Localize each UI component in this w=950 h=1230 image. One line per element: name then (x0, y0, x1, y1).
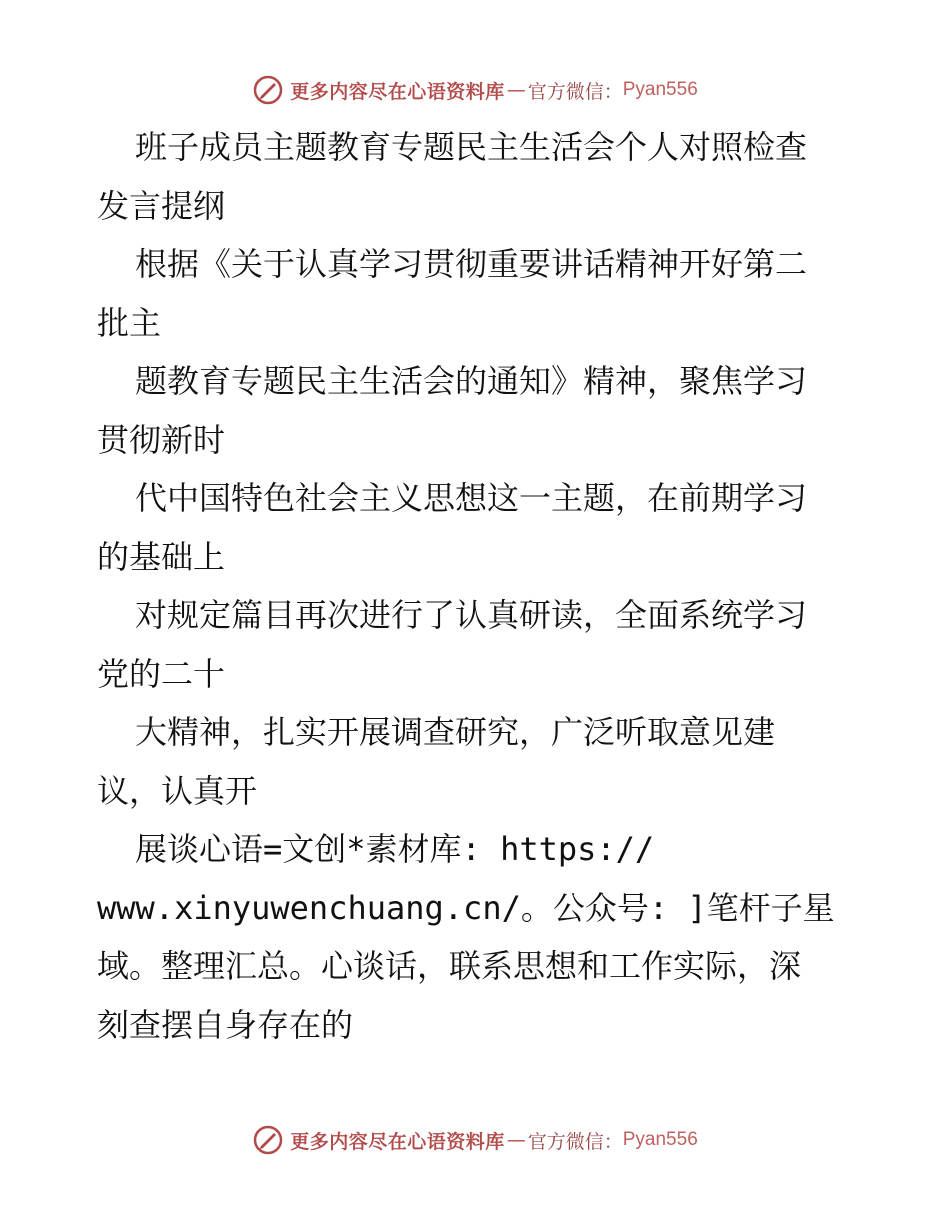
text-line: 批主 (97, 303, 162, 342)
text-line: 展谈心语=文创*素材库: https:// (135, 830, 655, 868)
wechat-id: Pyan556 (622, 79, 698, 100)
brand-logo-icon (252, 1124, 284, 1156)
text-line: 对规定篇目再次进行了认真研读，全面系统学习 (135, 596, 808, 634)
wechat-label: 官方微信： (527, 1130, 623, 1153)
text-line: 代中国特色社会主义思想这一主题，在前期学习 (135, 479, 808, 517)
text-line: 域。整理汇总。心谈话，联系思想和工作实际，深 (97, 947, 802, 985)
text-line: 题教育专题民主生活会的通知》精神，聚焦学习 (135, 362, 808, 400)
text-line: 大精神，扎实开展调查研究，广泛听取意见建 (135, 713, 776, 751)
text-line: www.xinyuwenchuang.cn/。公众号: ]笔杆子星 (97, 888, 835, 927)
page-footer-watermark (0, 1120, 950, 1160)
document-body (97, 118, 857, 1054)
text-line: 发言提纲 (97, 186, 226, 225)
text-line: 班子成员主题教育专题民主生活会个人对照检查 (135, 128, 808, 166)
brand-text: 更多内容尽在心语资料库 (290, 1130, 505, 1153)
separator: — (506, 1129, 526, 1151)
brand-text: 更多内容尽在心语资料库 (290, 80, 505, 103)
wechat-id: Pyan556 (622, 1129, 698, 1150)
separator: — (506, 79, 526, 101)
wechat-label: 官方微信： (527, 80, 623, 103)
text-line: 根据《关于认真学习贯彻重要讲话精神开好第二 (135, 245, 808, 283)
page-header-watermark (0, 70, 950, 110)
text-line: 议，认真开 (97, 771, 258, 810)
text-line: 党的二十 (97, 654, 226, 693)
text-line: 的基础上 (97, 537, 226, 576)
text-line: 刻查摆自身存在的 (97, 1005, 354, 1044)
text-line: 贯彻新时 (97, 420, 226, 459)
brand-logo-icon (252, 74, 284, 106)
